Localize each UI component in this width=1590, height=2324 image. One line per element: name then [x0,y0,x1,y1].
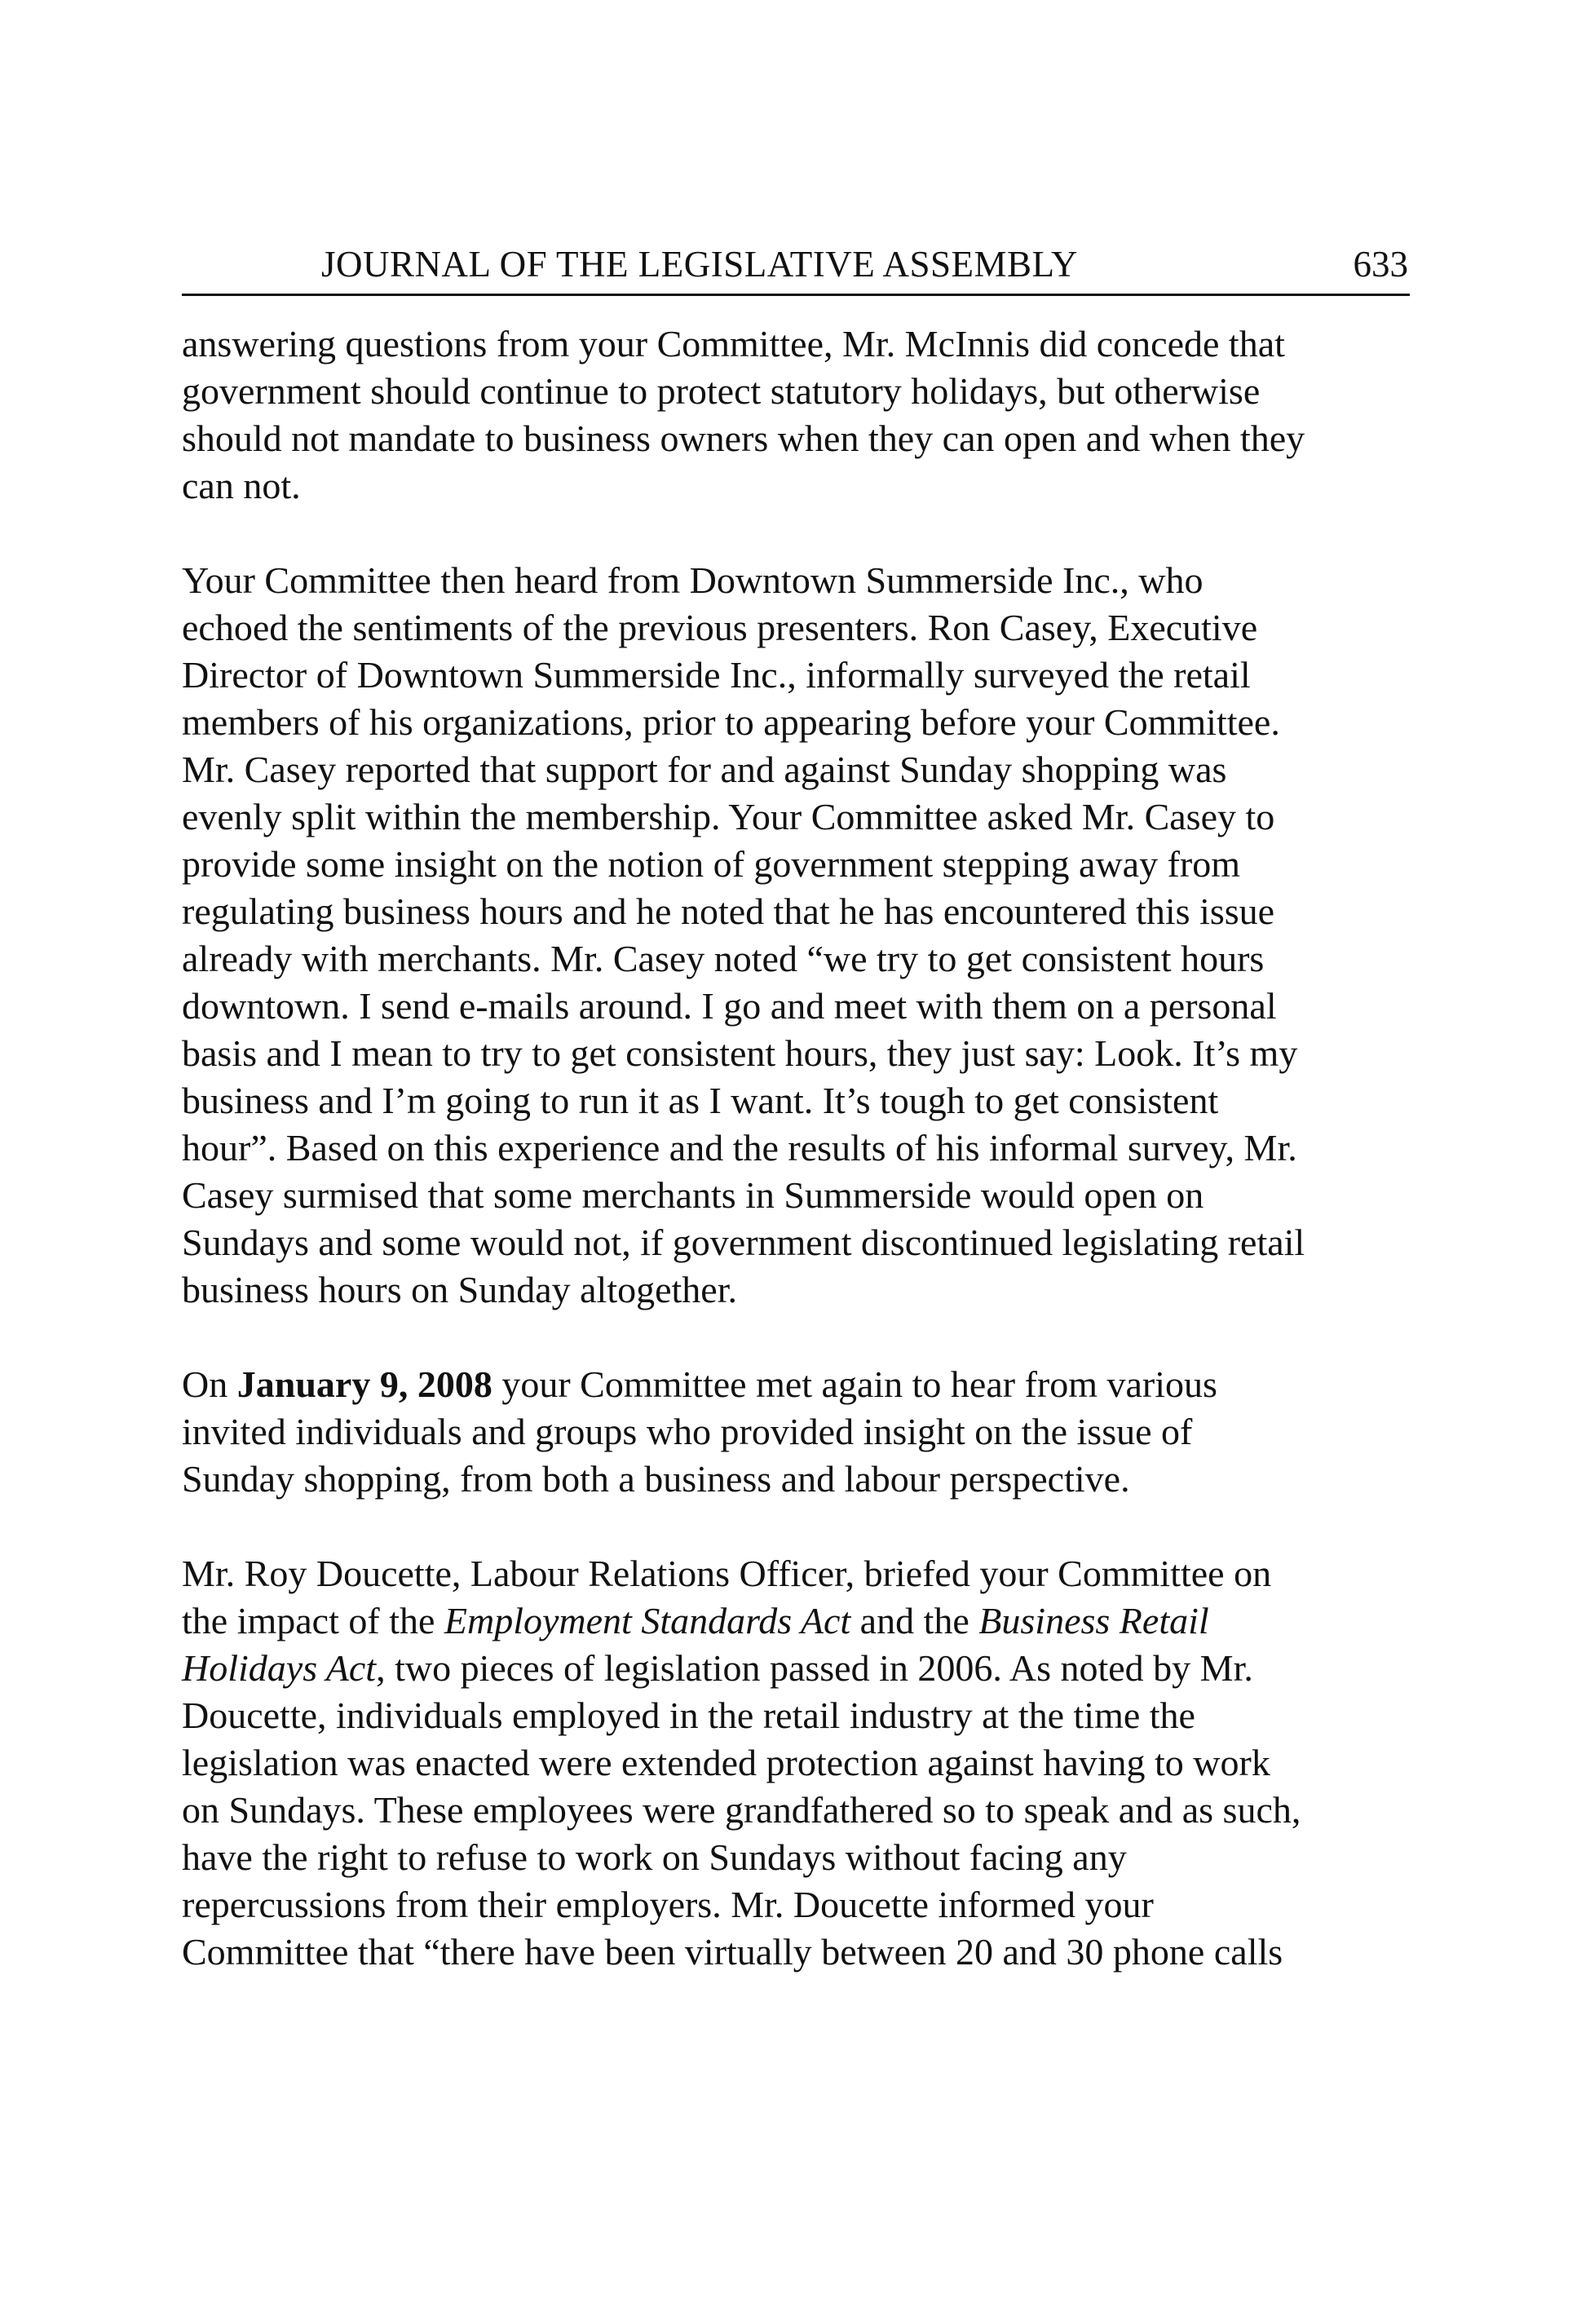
text-run: the impact of the [182,1600,444,1641]
text-line: evenly split within the membership. Your Committee asked Mr. Casey to [182,796,1275,837]
text-line: should not mandate to business owners when they can open and when they [182,418,1305,459]
text-line: legislation was enacted were extended protection against having to work [182,1742,1270,1783]
text-line: can not. [182,465,301,506]
text-line: Director of Downtown Summerside Inc., informally surveyed the retail [182,654,1251,696]
text-line: Your Committee then heard from Downtown Summerside Inc., who [182,559,1204,601]
paragraph-downtown-summerside [182,557,1413,1314]
text-run: On [182,1363,237,1405]
text-run: , two pieces of legislation passed in 2006. As noted by Mr. [376,1647,1253,1689]
text-run: and the [850,1600,979,1641]
journal-title: JOURNAL OF THE LEGISLATIVE ASSEMBLY [320,244,1079,285]
paragraph-doucette [182,1550,1413,1976]
paragraph-mcinnis [182,320,1413,510]
text-line: regulating business hours and he noted that he has encountered this issue [182,890,1275,932]
text-line: on Sundays. These employees were grandfathered so to speak and as such, [182,1789,1301,1831]
text-line: echoed the sentiments of the previous presenters. Ron Casey, Executive [182,607,1258,648]
text-line: already with merchants. Mr. Casey noted “we try to get consistent hours [182,938,1265,979]
act-title: Employment Standards Act [444,1600,851,1641]
text-line: Mr. Roy Doucette, Labour Relations Officer, briefed your Committee on [182,1553,1272,1594]
text-line: answering questions from your Committee, Mr. McInnis did concede that [182,323,1285,365]
text-line: repercussions from their employers. Mr. Doucette informed your [182,1884,1154,1925]
act-title: Holidays Act [182,1647,377,1689]
text-line [182,1361,1413,1408]
text-line: business hours on Sunday altogether. [182,1269,737,1310]
page-number: 633 [1353,244,1408,285]
text-line: Committee that “there have been virtually between 20 and 30 phone calls [182,1931,1283,1973]
text-line: Doucette, individuals employed in the retail industry at the time the [182,1694,1195,1736]
text-line: basis and I mean to try to get consistent hours, they just say: Look. It’s my [182,1032,1298,1074]
text-line: invited individuals and groups who provided insight on the issue of [182,1411,1193,1452]
text-line: downtown. I send e-mails around. I go and meet with them on a personal [182,985,1277,1027]
text-line: have the right to refuse to work on Sundays without facing any [182,1836,1127,1878]
text-line [182,1597,1413,1645]
text-line: Casey surmised that some merchants in Summerside would open on [182,1174,1204,1216]
text-line: hour”. Based on this experience and the results of his informal survey, Mr. [182,1127,1297,1169]
paragraph-january-meeting [182,1361,1413,1503]
meeting-date: January 9, 2008 [236,1363,492,1405]
text-line: Sunday shopping, from both a business and labour perspective. [182,1458,1130,1500]
text-line: Sundays and some would not, if government discontinued legislating retail [182,1222,1305,1263]
text-run: your Committee met again to hear from various [492,1363,1217,1405]
text-line: business and I’m going to run it as I want. It’s tough to get consistent [182,1080,1219,1121]
text-line: members of his organizations, prior to appearing before your Committee. [182,701,1280,743]
text-line [182,1645,1413,1692]
text-line: Mr. Casey reported that support for and against Sunday shopping was [182,749,1227,790]
running-header [182,236,1410,296]
body-text [182,320,1413,2023]
text-line: provide some insight on the notion of government stepping away from [182,843,1240,885]
act-title: Business Retail [978,1600,1209,1641]
text-line: government should continue to protect statutory holidays, but otherwise [182,370,1261,412]
